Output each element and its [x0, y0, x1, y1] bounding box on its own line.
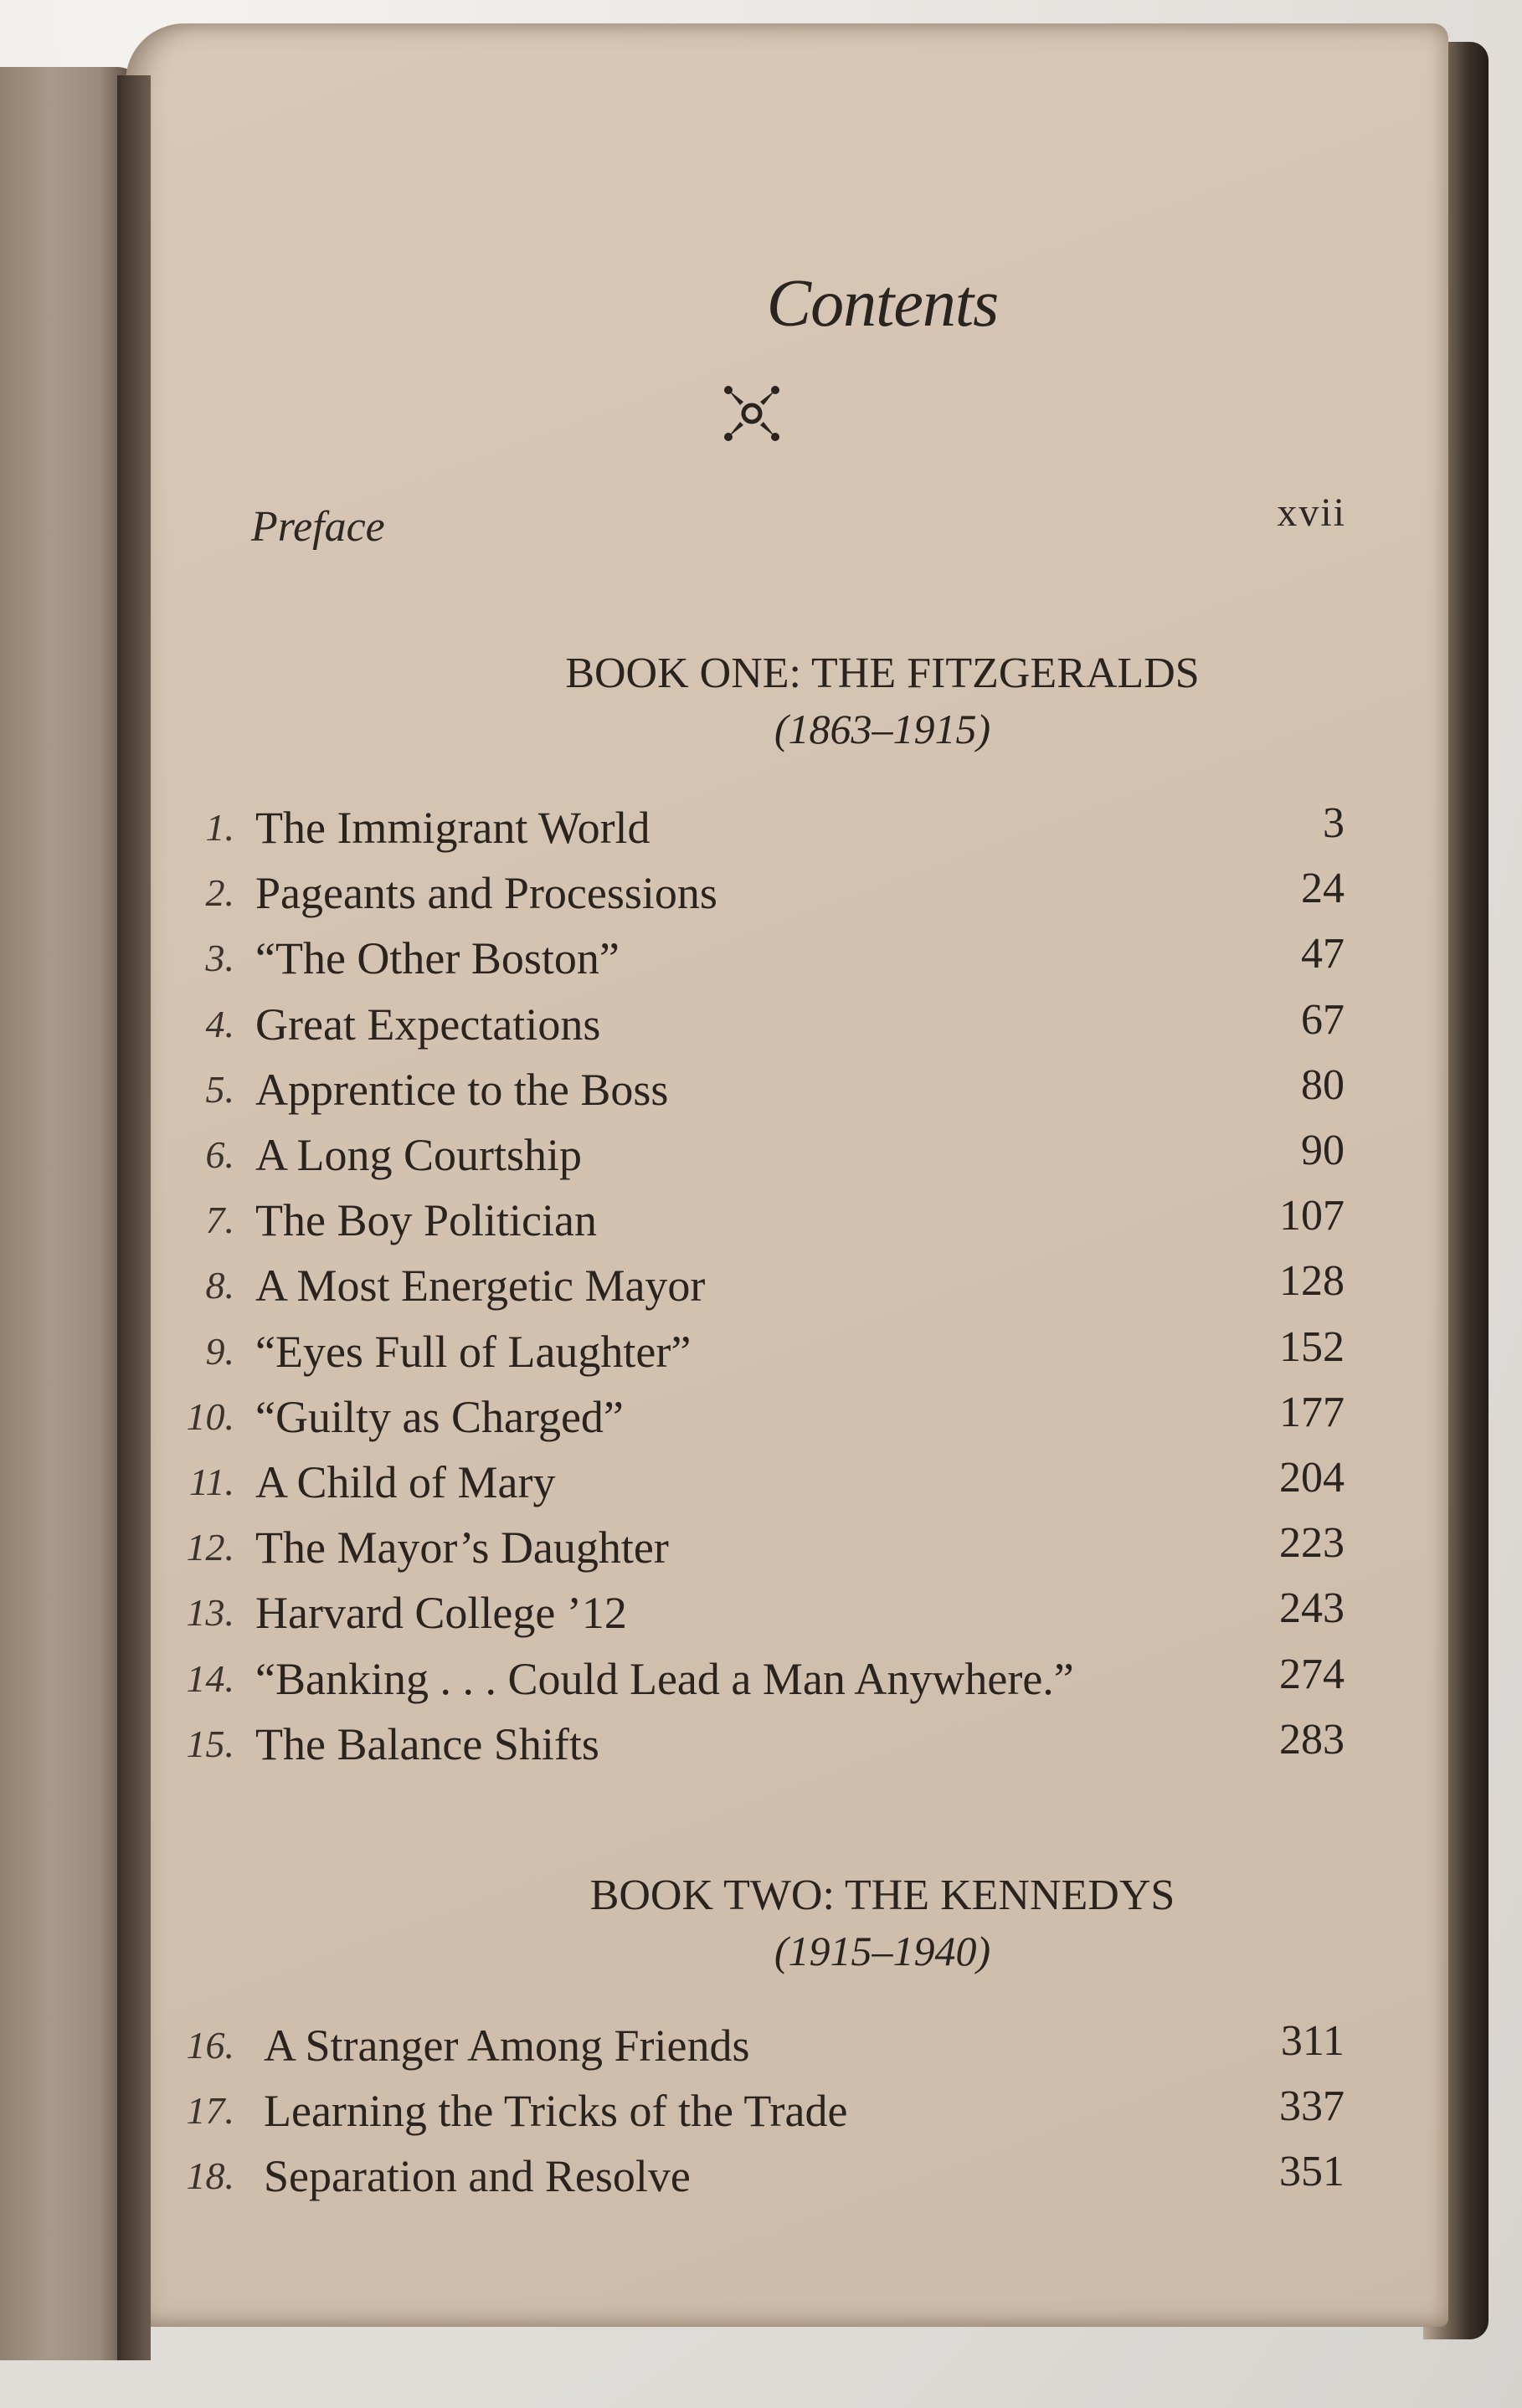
toc-entry — [0, 932, 1522, 991]
chapter-title: “Eyes Full of Laughter” — [255, 1326, 692, 1377]
preface-label: Preface — [251, 503, 385, 551]
chapter-title: The Mayor’s Daughter — [255, 1522, 669, 1574]
chapter-page-number: 204 — [1279, 1454, 1345, 1502]
chapter-page-number: 177 — [1279, 1388, 1345, 1436]
toc-entry — [0, 995, 1522, 1057]
toc-entry — [0, 1456, 1522, 1515]
chapter-page-number: 283 — [1279, 1715, 1345, 1764]
toc-entry — [0, 1584, 1522, 1646]
chapter-page-number: 152 — [1279, 1322, 1345, 1371]
toc-entry — [0, 1194, 1522, 1253]
chapter-title: Learning the Tricks of the Trade — [264, 2086, 848, 2137]
chapter-title: A Long Courtship — [255, 1130, 583, 1180]
book-years: (1915–1940) — [774, 1928, 991, 1974]
chapter-number: 5. — [205, 1067, 234, 1111]
chapter-title: Separation and Resolve — [264, 2151, 691, 2202]
toc-entry — [0, 1257, 1522, 1318]
toc-entry — [0, 1715, 1522, 1777]
chapter-title: Great Expectations — [255, 999, 601, 1050]
chapter-number: 6. — [205, 1133, 234, 1176]
chapter-title: A Child of Mary — [255, 1457, 556, 1507]
chapter-number: 14. — [186, 1656, 234, 1700]
chapter-page-number: 223 — [1279, 1519, 1345, 1568]
toc-entry — [0, 2017, 1522, 2078]
chapter-title: “The Other Boston” — [255, 933, 620, 984]
chapter-page-number: 3 — [1323, 799, 1345, 847]
chapter-page-number: 67 — [1301, 995, 1345, 1044]
toc-entry — [0, 1650, 1522, 1712]
chapter-title: “Guilty as Charged” — [255, 1391, 624, 1442]
chapter-number: 11. — [188, 1461, 234, 1503]
toc-entry — [0, 1388, 1522, 1450]
chapter-number: 4. — [205, 1002, 234, 1045]
toc-entry — [0, 1060, 1522, 1122]
chapter-page-number: 311 — [1280, 2017, 1345, 2065]
chapter-title: Harvard College ’12 — [255, 1588, 627, 1639]
toc-entry — [0, 799, 1522, 860]
page-title: Contents — [766, 267, 999, 341]
book-heading: BOOK ONE: THE FITZGERALDS — [565, 649, 1200, 697]
toc-entry — [0, 867, 1522, 926]
chapter-title: Pageants and Processions — [255, 868, 717, 919]
chapter-page-number: 47 — [1301, 930, 1345, 978]
toc-entry — [0, 1129, 1522, 1188]
chapter-page-number: 351 — [1279, 2148, 1345, 2196]
chapter-page-number: 243 — [1279, 1584, 1345, 1633]
ornament-icon — [722, 383, 782, 444]
chapter-page-number: 107 — [1279, 1192, 1345, 1240]
chapter-number: 10. — [186, 1394, 234, 1438]
toc-entry — [0, 2150, 1522, 2209]
preface-page-number: xvii — [1277, 490, 1346, 535]
chapter-title: A Stranger Among Friends — [264, 2020, 750, 2071]
chapter-title: “Banking . . . Could Lead a Man Anywhere.” — [255, 1653, 1074, 1704]
chapter-page-number: 274 — [1279, 1650, 1345, 1698]
chapter-number: 16. — [186, 2024, 234, 2067]
chapter-number: 13. — [186, 1591, 234, 1635]
chapter-title: The Balance Shifts — [255, 1718, 599, 1769]
chapter-number: 15. — [186, 1722, 234, 1765]
chapter-title: A Most Energetic Mayor — [255, 1260, 706, 1312]
chapter-number: 9. — [205, 1329, 234, 1373]
chapter-number: 3. — [205, 937, 234, 980]
chapter-number: 7. — [205, 1199, 234, 1242]
chapter-number: 8. — [205, 1264, 234, 1307]
toc-entry — [0, 2082, 1522, 2144]
book-heading: BOOK TWO: THE KENNEDYS — [589, 1871, 1175, 1919]
chapter-page-number: 80 — [1301, 1060, 1345, 1109]
chapter-page-number: 90 — [1301, 1127, 1345, 1174]
chapter-number: 12. — [186, 1526, 234, 1569]
chapter-title: Apprentice to the Boss — [255, 1064, 669, 1115]
chapter-number: 18. — [186, 2154, 234, 2198]
chapter-page-number: 128 — [1279, 1257, 1345, 1306]
chapter-title: The Immigrant World — [255, 803, 650, 853]
chapter-number: 2. — [205, 871, 234, 915]
chapter-number: 1. — [205, 806, 234, 849]
chapter-title: The Boy Politician — [255, 1195, 597, 1246]
toc-entry — [0, 1519, 1522, 1580]
toc-entry — [0, 1322, 1522, 1384]
chapter-page-number: 337 — [1279, 2082, 1345, 2131]
book-years: (1863–1915) — [774, 706, 991, 752]
chapter-number: 17. — [186, 2089, 234, 2133]
chapter-page-number: 24 — [1301, 865, 1345, 913]
